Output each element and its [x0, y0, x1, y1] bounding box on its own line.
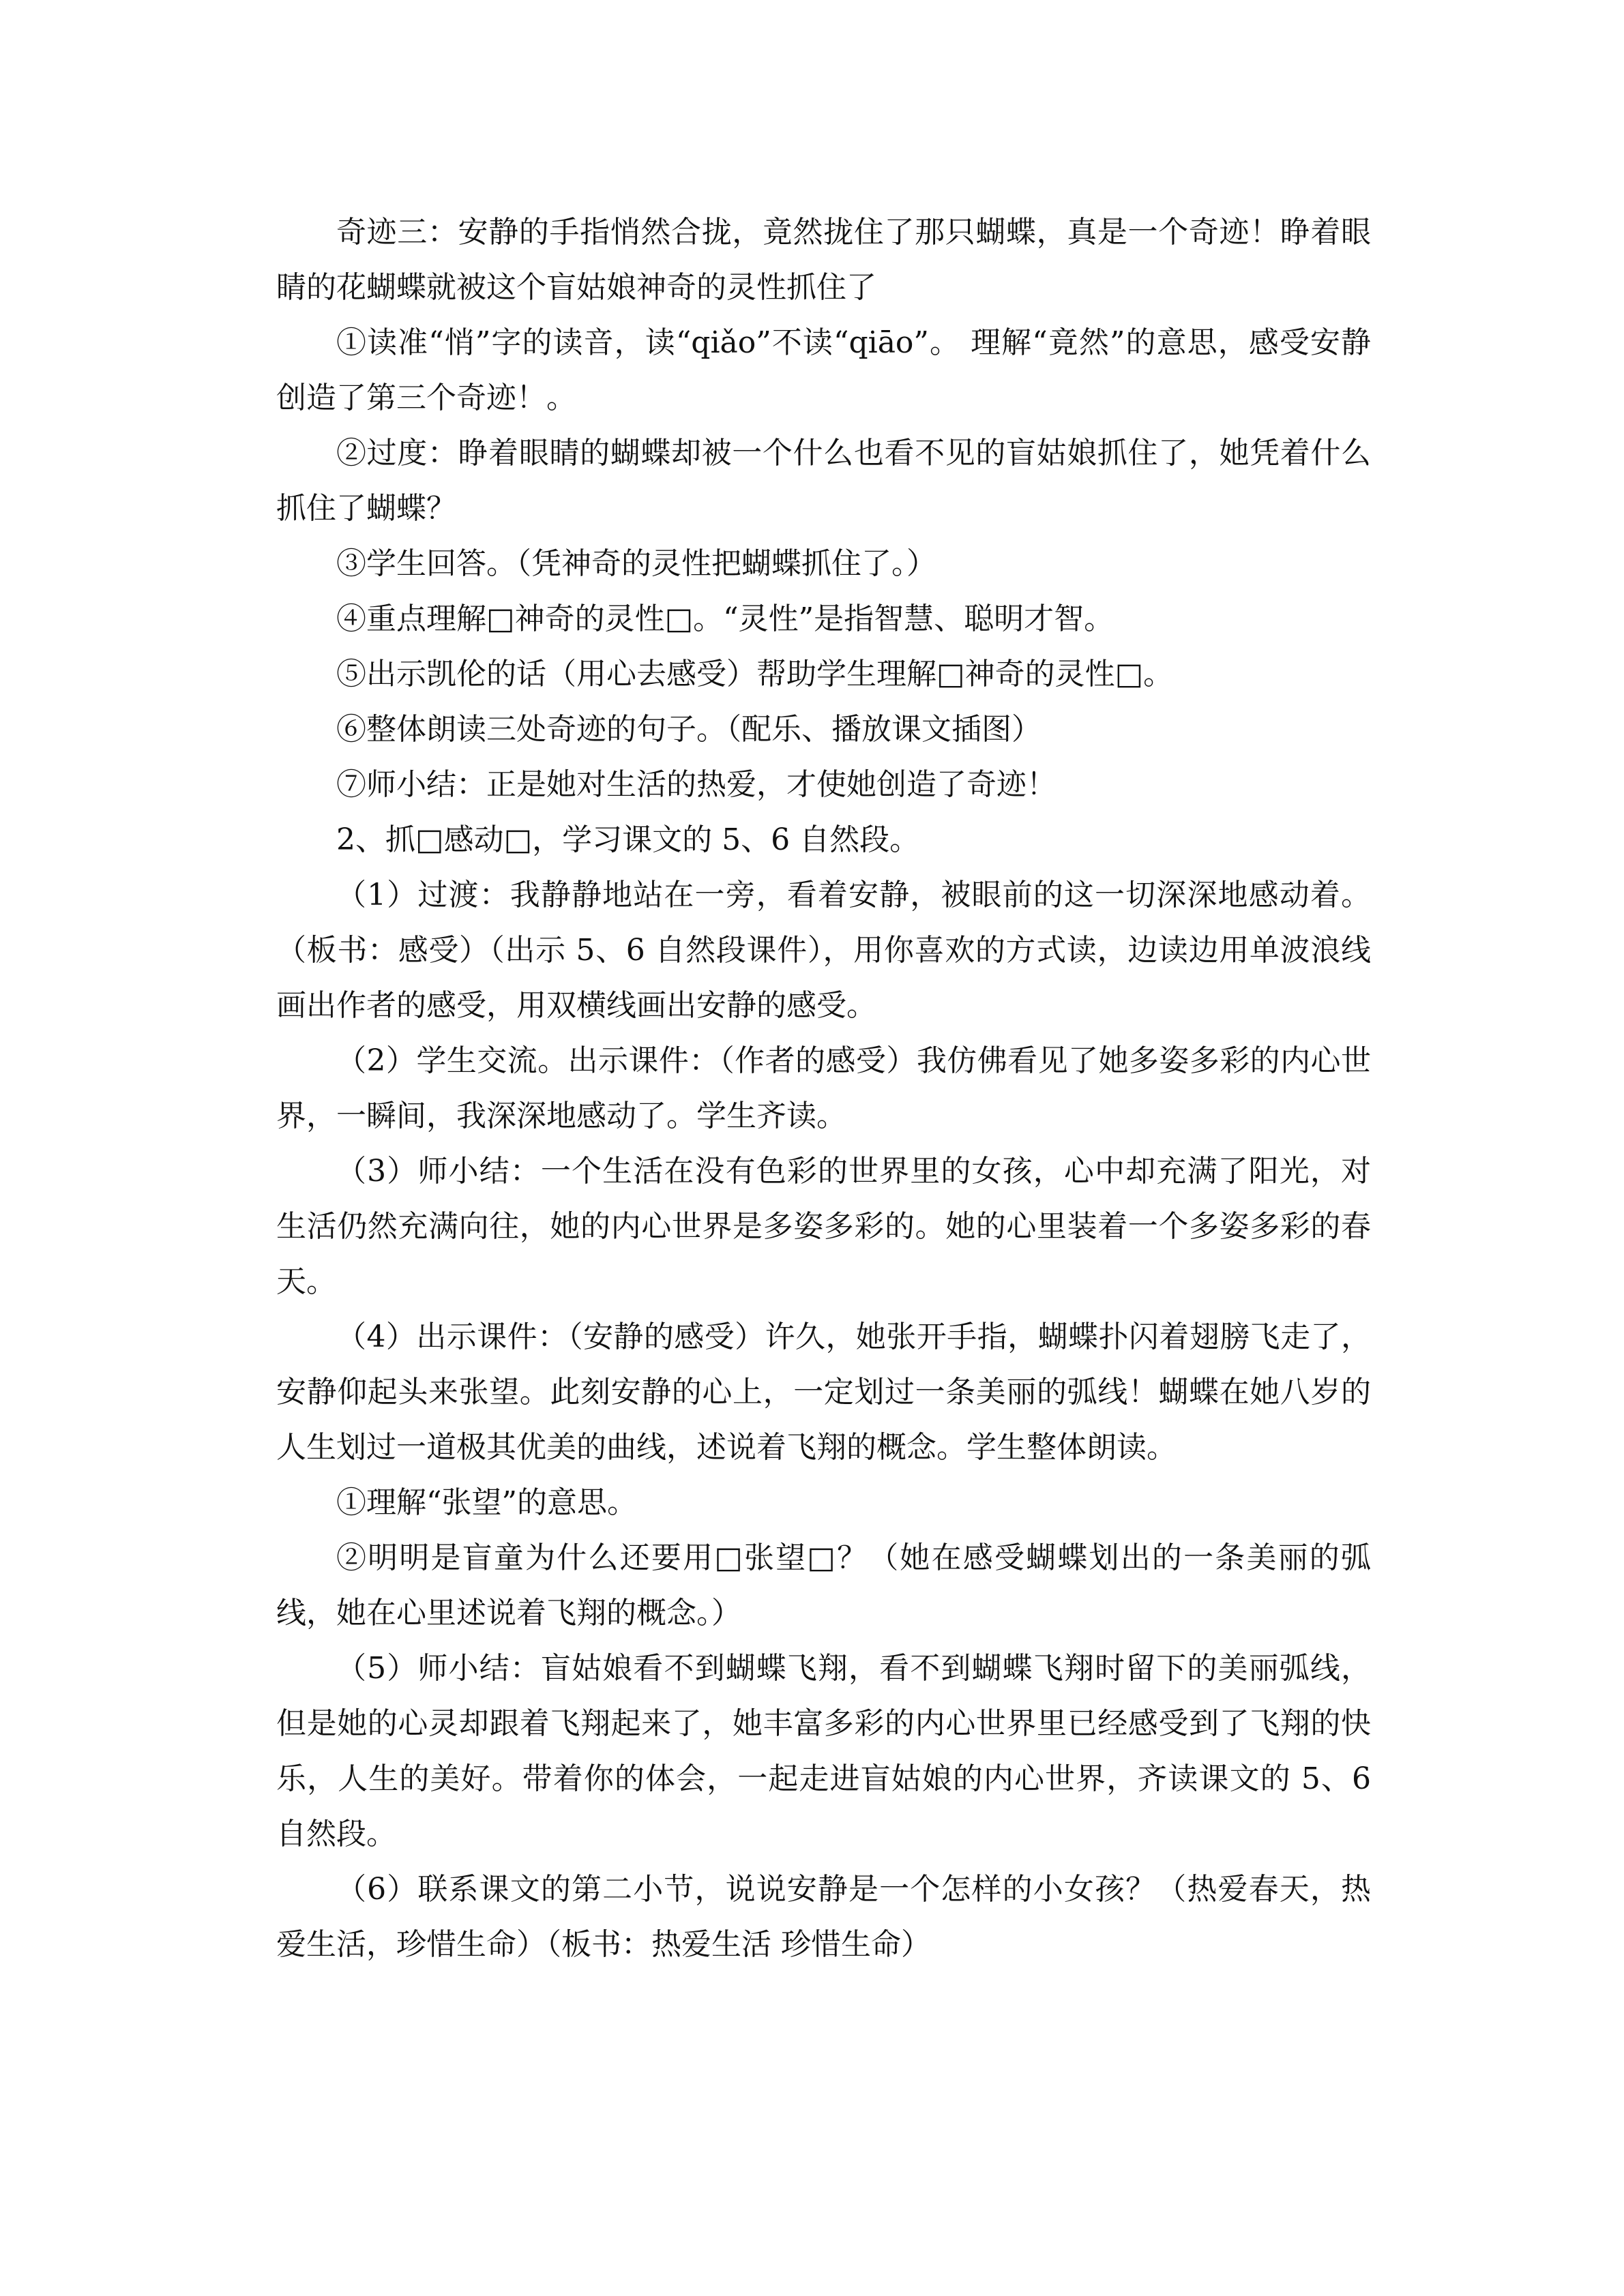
paragraph-step-5: ⑤出示凯伦的话（用心去感受）帮助学生理解□神奇的灵性□。 [336, 657, 1174, 691]
paragraph-part-6: （6）联系课文的第二小节，说说安静是一个怎样的小女孩？（热爱春天，热爱生活，珍惜生命）（板书：热爱生活 珍惜生命） [276, 1872, 1371, 1962]
paragraph-step-7: ⑦师小结：正是她对生活的热爱，才使她创造了奇迹！ [336, 767, 1057, 802]
paragraph-part-5: （5）师小结：盲姑娘看不到蝴蝶飞翔，看不到蝴蝶飞翔时留下的美丽弧线，但是她的心灵却跟着飞翔起来了，她丰富多彩的内心世界里已经感受到了飞翔的快乐，人生的美好。带着你的体会，一起走进盲姑娘的内心世界，齐读课文的 5、6 自然段。 [276, 1651, 1371, 1851]
document-body [276, 205, 1371, 1972]
paragraph-part-1: （1）过渡：我静静地站在一旁，看着安静，被眼前的这一切深深地感动着。（板书：感受）（出示 5、6 自然段课件），用你喜欢的方式读，边读边用单波浪线画出作者的感受，用双横线画出安静的感受。 [276, 878, 1371, 1023]
paragraph-step-1: ①读准“悄”字的读音，读“qiǎo”不读“qiāo”。 理解“竟然”的意思，感受安静创造了第三个奇迹！。 [276, 325, 1371, 415]
paragraph-miracle-three: 奇迹三：安静的手指悄然合拢，竟然拢住了那只蝴蝶，真是一个奇迹！睁着眼睛的花蝴蝶就被这个盲姑娘神奇的灵性抓住了 [276, 215, 1371, 305]
paragraph-part-4-step-1: ①理解“张望”的意思。 [336, 1485, 637, 1520]
paragraph-part-4: （4）出示课件：（安静的感受）许久，她张开手指，蝴蝶扑闪着翅膀飞走了，安静仰起头来张望。此刻安静的心上，一定划过一条美丽的弧线！蝴蝶在她八岁的人生划过一道极其优美的曲线，述说着飞翔的概念。学生整体朗读。 [276, 1320, 1371, 1465]
paragraph-step-6: ⑥整体朗读三处奇迹的句子。（配乐、播放课文插图） [336, 712, 1042, 747]
paragraph-part-3: （3）师小结：一个生活在没有色彩的世界里的女孩，心中却充满了阳光，对生活仍然充满向往，她的内心世界是多姿多彩的。她的心里装着一个多姿多彩的春天。 [276, 1154, 1371, 1299]
paragraph-step-2: ②过度：睁着眼睛的蝴蝶却被一个什么也看不见的盲姑娘抓住了，她凭着什么抓住了蝴蝶？ [276, 436, 1371, 526]
paragraph-step-3: ③学生回答。（凭神奇的灵性把蝴蝶抓住了。） [336, 546, 936, 581]
paragraph-part-4-step-2: ②明明是盲童为什么还要用□张望□？（她在感受蝴蝶划出的一条美丽的弧线，她在心里述说着飞翔的概念。） [276, 1540, 1371, 1630]
paragraph-section-2-heading: 2、抓□感动□，学习课文的 5、6 自然段。 [336, 822, 920, 857]
paragraph-part-2: （2）学生交流。出示课件：（作者的感受）我仿佛看见了她多姿多彩的内心世界，一瞬间，我深深地感动了。学生齐读。 [276, 1043, 1371, 1133]
paragraph-step-4: ④重点理解□神奇的灵性□。“灵性”是指智慧、聪明才智。 [336, 601, 1114, 636]
